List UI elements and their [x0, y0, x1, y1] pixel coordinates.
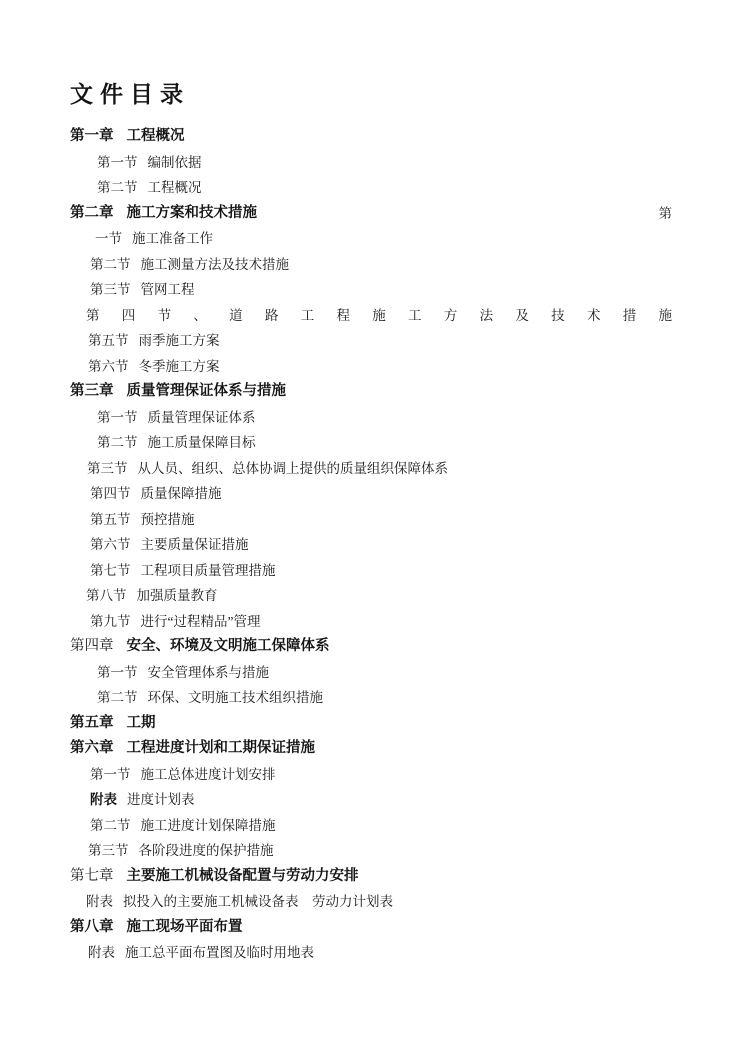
- toc-row-chapter: [70, 379, 672, 405]
- toc-justified-char: 技: [551, 307, 565, 323]
- toc-entry-title: 主要质量保证措施: [140, 537, 249, 552]
- toc-row-section: [70, 532, 672, 558]
- toc-entry-number: 第六节: [90, 537, 131, 552]
- toc-entry-title: 主要施工机械设备配置与劳动力安排: [126, 867, 359, 884]
- toc-entry-title: 安全管理体系与措施: [147, 664, 269, 680]
- toc-entry-title: 工程概况: [126, 128, 185, 144]
- toc-entry-number: 附表: [86, 894, 113, 909]
- toc-entry-title: 加强质量教育: [136, 588, 218, 603]
- toc-row-chapter: [70, 736, 672, 762]
- toc-entry-title: 施工测量方法及技术措施: [140, 256, 289, 272]
- toc-entry-title: 雨季施工方案: [138, 333, 220, 348]
- toc-entry-title: 进度计划表: [127, 792, 195, 807]
- toc-justified-char: 施: [658, 307, 672, 323]
- toc-row-chapter: [70, 201, 672, 227]
- toc-justified-char: 道: [229, 307, 243, 323]
- toc-entry-number: 第七节: [90, 562, 131, 578]
- toc-entry-title: 管网工程: [140, 282, 195, 297]
- toc-row-chapter: [70, 634, 672, 660]
- toc-entry-number: 第二节: [97, 180, 138, 195]
- toc-justified-char: 程: [336, 307, 350, 323]
- toc-row-section: [70, 660, 672, 686]
- toc-entry-number: 第二节: [90, 256, 131, 272]
- toc-entry-number: 第三章: [70, 383, 114, 399]
- toc-entry-number: 第三节: [88, 843, 129, 858]
- toc-row-section: [70, 354, 672, 380]
- toc-row-chapter: [70, 124, 672, 150]
- toc-entry-number: 附表: [88, 945, 115, 960]
- toc-entry-number: 第五节: [88, 333, 129, 348]
- toc-row-section: [70, 226, 672, 252]
- toc-justified-char: 节: [157, 307, 172, 323]
- toc-entry-title: 编制依据: [147, 154, 202, 170]
- toc-row-section: [70, 481, 672, 507]
- toc-row-appendix: [70, 787, 672, 813]
- toc-entry-title: 施工方案和技术措施: [126, 204, 257, 221]
- toc-justified-char: 工: [408, 307, 422, 323]
- toc-justified-char: 第: [86, 307, 100, 323]
- toc-entry-number: 第一节: [90, 766, 131, 782]
- toc-row-section: [70, 609, 672, 635]
- toc-row-section: [70, 558, 672, 584]
- toc-entry-number: 第七章: [70, 867, 114, 884]
- toc-entry-number: 第八节: [86, 588, 127, 603]
- toc-row-section: [70, 430, 672, 456]
- toc-entry-number: 第一章: [70, 128, 114, 144]
- toc-row-appendix: [70, 940, 672, 966]
- toc-entry-title: 从人员、组织、总体协调上提供的质量组织保障体系: [137, 460, 448, 476]
- toc-entry-number: 一节: [95, 231, 122, 246]
- toc-entry-number: 第八章: [70, 918, 114, 935]
- toc-justified-char: 路: [264, 307, 279, 323]
- toc-row-section: [70, 583, 672, 609]
- toc-entry-number: 第五章: [70, 714, 114, 731]
- toc-entry-number: 第四章: [70, 638, 114, 654]
- toc-entry-number: 第四节: [90, 486, 131, 501]
- toc-entry-number: 第三节: [87, 460, 128, 476]
- toc-entry-title: 预控措施: [140, 511, 195, 527]
- toc-row-chapter: [70, 915, 672, 941]
- toc-row-section: [70, 685, 672, 711]
- toc-entry-title: 工程项目质量管理措施: [140, 562, 276, 578]
- toc-entry-number: 第二章: [70, 204, 114, 221]
- toc-entry-number: 第一节: [97, 409, 138, 425]
- toc-row-section: [70, 277, 672, 303]
- toc-entry-number: 第六章: [70, 740, 114, 756]
- toc-justified-char: 法: [479, 307, 494, 323]
- toc-justified-char: 方: [443, 307, 458, 323]
- toc-entry-title: 施工总体进度计划安排: [140, 766, 276, 782]
- toc-row-section: [70, 150, 672, 176]
- toc-row-chapter: [70, 864, 672, 890]
- toc-entry-title: 质量保障措施: [140, 486, 222, 501]
- toc-row-section: [70, 303, 672, 329]
- toc-row-appendix: [70, 889, 672, 915]
- toc-justified-char: 施: [372, 307, 386, 323]
- toc-justified-char: 及: [515, 307, 529, 323]
- toc-entry-number: 第一节: [97, 154, 138, 170]
- toc-row-section: [70, 456, 672, 482]
- toc-entry-title: 质量管理保证体系与措施: [126, 383, 286, 399]
- toc-row-section: [70, 507, 672, 533]
- toc-justified-char: 、: [193, 307, 207, 323]
- toc-entry-number: 附表: [90, 792, 117, 807]
- toc: [70, 124, 672, 966]
- toc-entry-title: 施工现场平面布置: [126, 918, 243, 935]
- toc-row-section: [70, 762, 672, 788]
- toc-justified-char: 工: [300, 307, 315, 323]
- toc-wrapped-char: 第: [658, 205, 672, 221]
- toc-entry-number: 第五节: [90, 511, 131, 527]
- toc-entry-title: 安全、环境及文明施工保障体系: [126, 638, 330, 654]
- toc-entry-title: 环保、文明施工技术组织措施: [147, 690, 323, 705]
- toc-entry-number: 第一节: [97, 664, 138, 680]
- toc-entry-number: 第六节: [88, 358, 129, 374]
- toc-entry-title: 各阶段进度的保护措施: [138, 843, 274, 858]
- toc-entry-title: 施工进度计划保障措施: [140, 817, 276, 833]
- toc-entry-title: 冬季施工方案: [138, 358, 220, 374]
- toc-entry-number: 第九节: [90, 613, 131, 629]
- toc-row-section: [70, 838, 672, 864]
- toc-entry-title: 施工总平面布置图及临时用地表: [125, 945, 314, 960]
- toc-entry-title: 施工准备工作: [132, 231, 213, 246]
- toc-entry-number: 第二节: [90, 817, 131, 833]
- toc-justified-char: 措: [622, 307, 637, 323]
- toc-row-chapter: [70, 711, 672, 737]
- toc-justified-char: 术: [586, 307, 601, 323]
- toc-entry-title: 工期: [126, 714, 156, 731]
- toc-row-section: [70, 405, 672, 431]
- toc-entry-title: 拟投入的主要施工机械设备表 劳动力计划表: [123, 894, 393, 909]
- toc-justified-char: 四: [121, 307, 136, 323]
- toc-row-section: [70, 328, 672, 354]
- toc-entry-title: 工程概况: [147, 180, 202, 195]
- toc-row-section: [70, 252, 672, 278]
- page-title: 文件目录: [70, 82, 190, 107]
- toc-row-section: [70, 813, 672, 839]
- toc-entry-number: 第二节: [97, 690, 138, 705]
- toc-entry-number: 第二节: [97, 435, 138, 450]
- toc-entry-title: 工程进度计划和工期保证措施: [126, 740, 315, 756]
- toc-entry-title: 进行“过程精品”管理: [140, 613, 261, 629]
- toc-entry-title: 施工质量保障目标: [147, 435, 256, 450]
- toc-row-section: [70, 175, 672, 201]
- toc-entry-title: 质量管理保证体系: [147, 409, 256, 425]
- toc-entry-number: 第三节: [90, 282, 131, 297]
